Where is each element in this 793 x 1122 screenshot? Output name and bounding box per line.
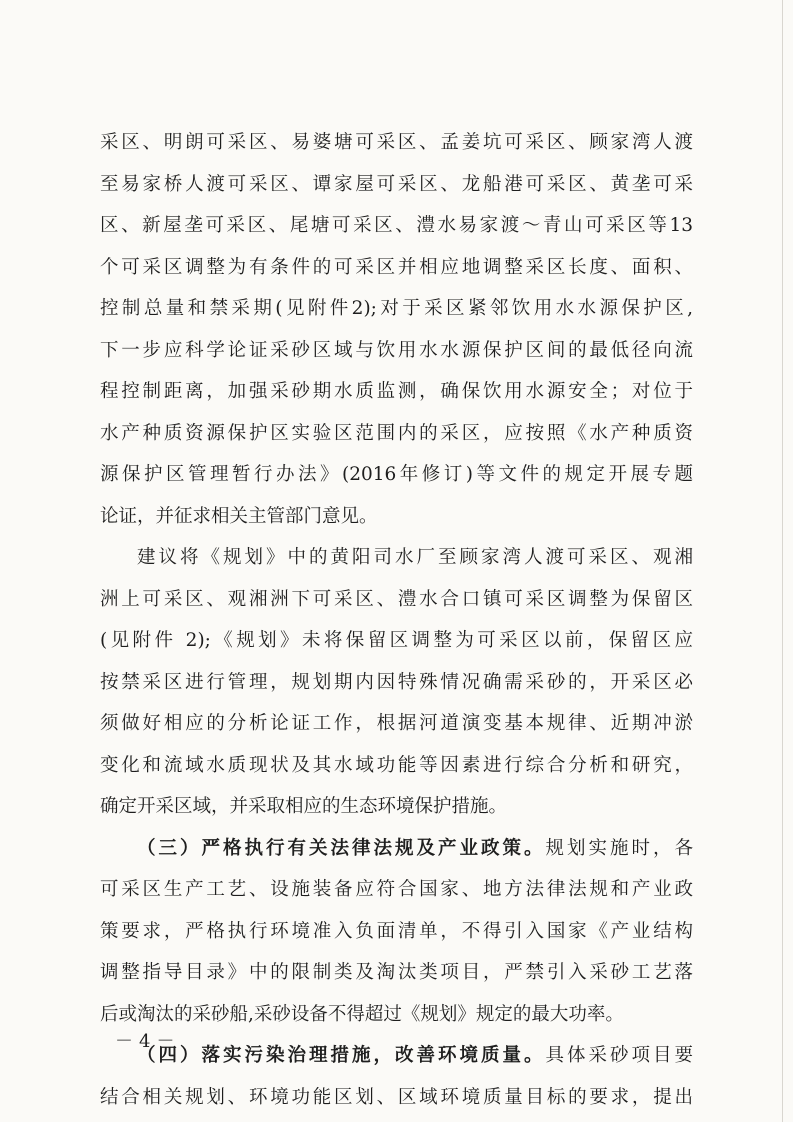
text-line: 建议将《规划》中的黄阳司水厂至顾家湾人渡可采区、观湘 xyxy=(137,547,693,568)
text-line: 调整指导目录》中的限制类及淘汰类项目，严禁引入采砂工艺落 xyxy=(100,962,693,983)
text-line: 水产种质资源保护区实验区范围内的采区，应按照《水产种质资 xyxy=(100,422,693,444)
section-3-text: 规划实施时，各 xyxy=(545,837,693,859)
text-line: 洲上可采区、观湘洲下可采区、澧水合口镇可采区调整为保留区 xyxy=(100,588,693,610)
text-line: 采区、明朗可采区、易婆塘可采区、孟姜坑可采区、顾家湾人渡 xyxy=(100,132,693,153)
page-edge-line xyxy=(782,0,783,1122)
section-4-line xyxy=(100,1035,693,1077)
text-line: 按禁采区进行管理，规划期内因特殊情况确需采砂的，开采区必 xyxy=(100,671,693,693)
text-line: 结合相关规划、环境功能区划、区域环境质量目标的要求，提出 xyxy=(100,1086,693,1108)
text-line: 变化和流域水质现状及其水域功能等因素进行综合分析和研究， xyxy=(100,754,693,776)
text-line: 后或淘汰的采砂船,采砂设备不得超过《规划》规定的最大功率。 xyxy=(100,1003,624,1025)
section-4-text: 具体采砂项目要 xyxy=(545,1045,693,1066)
text-line: 区、新屋垄可采区、尾塘可采区、澧水易家渡～青山可采区等13 xyxy=(100,215,693,236)
text-line: 可采区生产工艺、设施装备应符合国家、地方法律法规和产业政 xyxy=(100,879,693,900)
section-4-heading: （四）落实污染治理措施，改善环境质量。 xyxy=(137,1045,546,1066)
text-line: 须做好相应的分析论证工作，根据河道演变基本规律、近期冲淤 xyxy=(100,713,693,734)
section-3-heading: （三）严格执行有关法律法规及产业政策。 xyxy=(137,837,546,859)
text-line: 个可采区调整为有条件的可采区并相应地调整采区长度、面积、 xyxy=(100,256,693,278)
page-number: －4－ xyxy=(115,1031,181,1052)
text-line: 下一步应科学论证采砂区域与饮用水水源保护区间的最低径向流 xyxy=(100,339,693,361)
text-line: 确定开采区域，并采取相应的生态环境保护措施。 xyxy=(100,796,508,817)
text-line: 源保护区管理暂行办法》(2016年修订)等文件的规定开展专题 xyxy=(100,464,693,485)
text-line: 至易家桥人渡可采区、谭家屋可采区、龙船港可采区、黄垄可采 xyxy=(100,173,693,195)
text-line: 策要求，严格执行环境准入负面清单，不得引入国家《产业结构 xyxy=(100,920,693,942)
section-3-line xyxy=(100,828,693,870)
text-line: (见附件 2);《规划》未将保留区调整为可采区以前，保留区应 xyxy=(100,630,693,651)
text-line: 论证，并征求相关主管部门意见。 xyxy=(100,505,378,527)
text-line: 控制总量和禁采期(见附件2);对于采区紧邻饮用水水源保护区, xyxy=(100,298,693,319)
document-body xyxy=(100,122,693,1118)
text-line: 程控制距离，加强采砂期水质监测，确保饮用水源安全；对位于 xyxy=(100,381,693,402)
